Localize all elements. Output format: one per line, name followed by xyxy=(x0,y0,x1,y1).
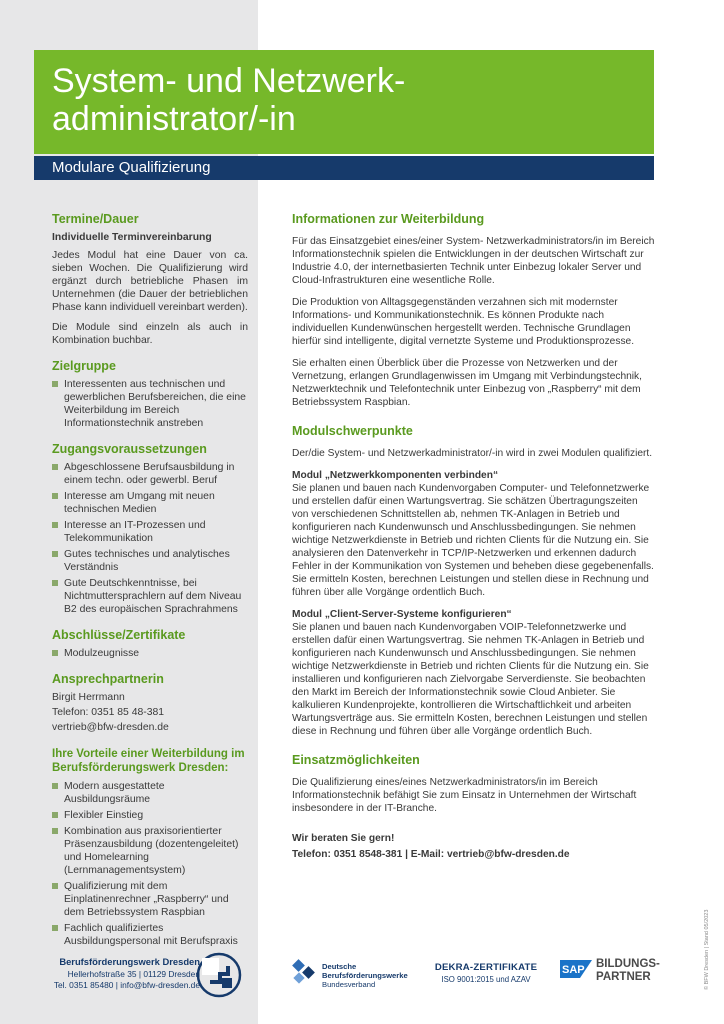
modul-2-title: Modul „Client-Server-Systeme konfigurieren“ xyxy=(292,609,512,620)
bullet-icon xyxy=(52,580,58,586)
info-text-3: Sie erhalten einen Überblick über die Prozesse von Netzwerken und der Vernetzung, erlangen Grundlagenwissen im Umgang mit Verbindungstechnik, Netzwerktechnik und Telefontechnik unter Einbezug von „Raspberry“ mit dem Betriebssystem Raspbian. xyxy=(292,358,642,408)
section-zielgruppe xyxy=(52,360,248,430)
section-informationen xyxy=(292,213,656,409)
list-item: Interessenten aus technischen und gewerblichen Berufsbereichen, die eine Weiterbildung im Bereich Informationstechnik anstreben xyxy=(52,378,248,430)
bullet-icon xyxy=(52,381,58,387)
footer-bfw-street: Hellerhofstraße 35 | 01129 Dresden xyxy=(67,969,200,979)
sap-logo-text: SAP xyxy=(562,964,585,976)
sap-line1: BILDUNGS- xyxy=(596,958,660,970)
section-zugang xyxy=(52,443,248,616)
cta-line1: Wir beraten Sie gern! xyxy=(292,833,395,844)
vorteile-heading: Ihre Vorteile einer Weiterbildung im Berufsförderungswerk Dresden: xyxy=(52,748,245,774)
termine-text-1: Jedes Modul hat eine Dauer von ca. sieben Wochen. Die Qualifizierung wird ergänzt durch betriebliche Phasen im Unternehmen (die Dauer der betrieblichen Phase kann individuell vereinbart werden). xyxy=(52,250,248,313)
list-item: Gute Deutschkenntnisse, bei Nichtmuttersprachlern auf dem Niveau B2 des europäischen Sprachrahmens xyxy=(52,577,248,616)
dbfw-logo xyxy=(292,958,412,990)
bullet-icon xyxy=(52,812,58,818)
zugang-heading: Zugangsvoraussetzungen xyxy=(52,442,207,456)
bfw-logo-icon xyxy=(196,952,242,998)
modul-1 xyxy=(292,469,656,599)
footer-bfw-contact[interactable]: Tel. 0351 85480 | info@bfw-dresden.de xyxy=(53,980,200,990)
modul-2-text: Sie planen und bauen nach Kundenvorgaben VOIP-Telefonnetzwerke und erstellen dafür einen Wartungsvertrag. Sie nehmen TK-Anlagen in Betrieb und konfigurieren nach Kundenwunsch und Anschlussbedingungen. Sie nehmen wichtige Netzwerkdienste in Betrieb und richten Clients für die Nutzung ein. Sie installieren und konfigurieren nach Zielvorgabe Serverdienste. Sie beobachten den Markt im Bereich der Informationstechnik sowie Cloud Anbieter. Sie kalkulieren Kundenprojekte, kontrollieren die Wirtschaftlichkeit und arbeiten Wartungsverträge aus. Sie ermitteln Kosten, berechnen Leistungen und stellen diese in Rechnung und führen über alle Vorgänge ordentlich Buch. xyxy=(292,622,649,737)
dekra-line1: DEKRA-ZERTIFIKATE xyxy=(434,962,538,973)
list-item: Qualifizierung mit dem Einplatinenrechner „Raspberry“ und dem Betriebssystem Raspbian xyxy=(52,880,248,919)
list-item: Gutes technisches und analytisches Verständnis xyxy=(52,548,248,574)
contact-name: Birgit Herrmann xyxy=(52,692,125,703)
sap-line2: PARTNER xyxy=(596,971,651,983)
bullet-icon xyxy=(52,828,58,834)
dekra-line2: ISO 9001:2015 und AZAV xyxy=(441,975,531,984)
page-subtitle: Modulare Qualifizierung xyxy=(52,159,211,176)
footer-bfw-address xyxy=(50,956,200,991)
list-item: Interesse an IT-Prozessen und Telekommunikation xyxy=(52,519,248,545)
sap-logo-icon xyxy=(560,960,592,978)
section-modulschwerpunkte xyxy=(292,425,656,738)
list-item: Flexibler Einstieg xyxy=(52,809,248,822)
info-heading: Informationen zur Weiterbildung xyxy=(292,212,485,226)
section-ansprechpartnerin xyxy=(52,673,248,734)
einsatz-text: Die Qualifizierung eines/eines Netzwerkadministrators/in im Bereich Informationstechnik befähigt Sie zum Einsatz in Unternehmen der Wirtschaft insbesondere in der IT-Branche. xyxy=(292,777,637,814)
right-column xyxy=(292,213,656,863)
bullet-icon xyxy=(52,522,58,528)
einsatz-heading: Einsatzmöglichkeiten xyxy=(292,753,420,767)
bullet-icon xyxy=(52,464,58,470)
list-item: Kombination aus praxisorientierter Präsenzausbildung (dozentengeleitet) und Homelearning (Lernmanagementsystem) xyxy=(52,825,248,877)
zielgruppe-heading: Zielgruppe xyxy=(52,359,116,373)
list-item: Modern ausgestattete Ausbildungsräume xyxy=(52,780,248,806)
termine-heading: Termine/Dauer xyxy=(52,212,139,226)
dekra-certificate xyxy=(430,962,542,984)
section-einsatz xyxy=(292,754,656,815)
page-title-line1: System- und Netzwerk- xyxy=(52,62,406,100)
zielgruppe-list xyxy=(52,378,248,430)
ansprech-heading: Ansprechpartnerin xyxy=(52,672,164,686)
dbfw-mark-icon xyxy=(292,958,318,986)
cta-line2[interactable]: Telefon: 0351 8548-381 | E-Mail: vertrieb@bfw-dresden.de xyxy=(292,849,570,860)
bullet-icon xyxy=(52,650,58,656)
info-text-2: Die Produktion von Alltagsgegenständen verzahnen sich mit modernster Informations- und Kommunikationstechnik. Es können Produkte nach individuellen Kundenwünschen hergestellt werden. Technische Grundlagen hierfür sind intelligente, digital vernetzte Systeme und Produktionsprozesse. xyxy=(292,297,635,347)
section-vorteile xyxy=(52,747,248,948)
bullet-icon xyxy=(52,551,58,557)
contact-phone: Telefon: 0351 85 48-381 xyxy=(52,707,165,718)
modul-1-title: Modul „Netzwerkkomponenten verbinden“ xyxy=(292,470,499,481)
bullet-icon xyxy=(52,493,58,499)
contact-email[interactable]: vertrieb@bfw-dresden.de xyxy=(52,722,169,733)
sap-partner-logo xyxy=(560,958,670,990)
dbfw-line3: Bundesverband xyxy=(322,980,376,989)
modul-intro: Der/die System- und Netzwerkadministrator/-in wird in zwei Modulen qualifiziert. xyxy=(292,448,653,459)
title-banner xyxy=(34,50,654,154)
left-column xyxy=(52,213,248,961)
modul-2 xyxy=(292,608,656,738)
footer xyxy=(0,944,724,1004)
termine-text-2: Die Module sind einzeln als auch in Kombination buchbar. xyxy=(52,322,248,346)
termine-subheading: Individuelle Terminvereinbarung xyxy=(52,232,212,243)
dbfw-line2: Berufsförderungswerke xyxy=(322,971,408,980)
section-termine xyxy=(52,213,248,347)
list-item: Modulzeugnisse xyxy=(52,647,248,660)
bullet-icon xyxy=(52,783,58,789)
bullet-icon xyxy=(52,925,58,931)
section-abschluesse xyxy=(52,629,248,660)
info-text-1: Für das Einsatzgebiet eines/einer System- Netzwerkadministrators/in im Bereich Informationstechnik spielen die Entwicklungen in der deutschen Wirtschaft zur Industrie 4.0, der internetbasierten Technik unter Einbezug lokaler Server und Cloud-Infrastrukturen eine wesentliche Rolle. xyxy=(292,236,655,286)
page-title-line2: administrator/-in xyxy=(52,100,296,138)
dbfw-line1: Deutsche xyxy=(322,962,357,971)
zugang-list xyxy=(52,461,248,616)
abschluesse-heading: Abschlüsse/Zertifikate xyxy=(52,628,186,642)
list-item: Abgeschlossene Berufsausbildung in einem techn. oder gewerbl. Beruf xyxy=(52,461,248,487)
vorteile-list xyxy=(52,780,248,948)
modul-1-text: Sie planen und bauen nach Kundenvorgaben Computer- und Telefonnetzwerke und erstellen dafür einen Wartungsvertrag. Sie schätzen Übertragungszeiten von verschiedenen Schnittstellen ab, nehmen TK-Anlagen in Betrieb und konfigurieren nach Kundenwunsch und Anschlussbedingungen. Sie nehmen wichtige Netzwerkdienste in Betrieb und richten Clients für die Nutzung ein. Sie analysieren den Datenverkehr in TCP/IP-Netzwerken und erkennen dadurch Fehler in der Kommunikation von Systemen und beheben diese gegebenenfalls. Sie ermitteln Kosten, berechnen Leistungen und stellen diese in Rechnung und führen über alle Vorgänge ordentlich Buch. xyxy=(292,483,654,598)
list-item: Fachlich qualifiziertes Ausbildungspersonal mit Berufspraxis xyxy=(52,922,248,948)
footer-bfw-name: Berufsförderungswerk Dresden xyxy=(59,956,200,967)
call-to-action xyxy=(292,831,656,863)
bullet-icon xyxy=(52,883,58,889)
subtitle-banner xyxy=(34,156,654,180)
page-title xyxy=(52,62,405,138)
modul-heading: Modulschwerpunkte xyxy=(292,424,413,438)
abschluesse-list xyxy=(52,647,248,660)
side-copyright-note: © BFW Dresden | Stand 05/2023 xyxy=(704,909,710,990)
list-item: Interesse am Umgang mit neuen technischen Medien xyxy=(52,490,248,516)
